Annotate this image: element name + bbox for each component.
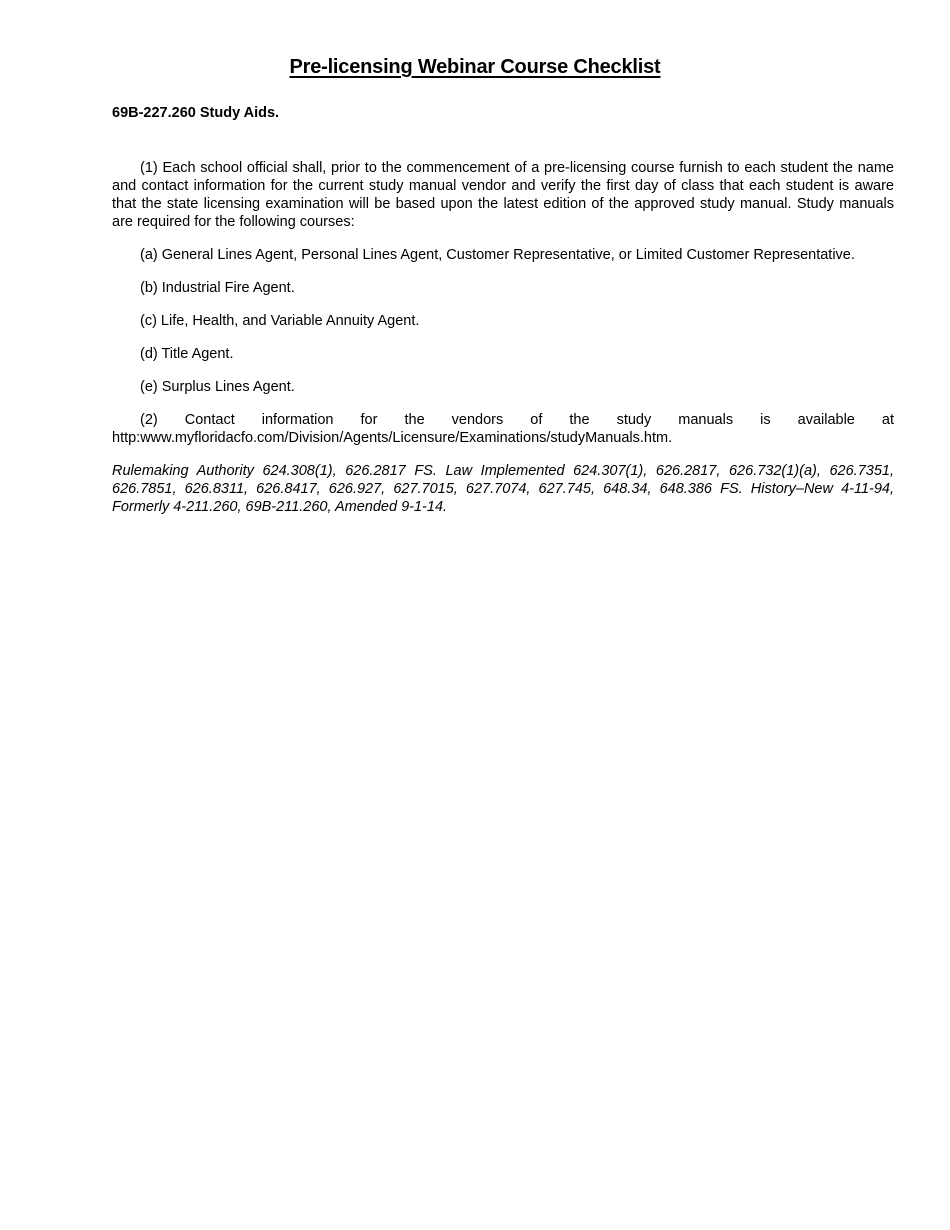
paragraph-1: (1) Each school official shall, prior to the commencement of a pre-licensing course furnish to each student the name and contact information for the current study manual vendor and verify the first day of class that each student is aware that the state licensing examination will be based upon the latest edition of the approved study manual. Study manuals are required for the following courses:	[112, 160, 894, 230]
document-body	[112, 104, 894, 516]
paragraph-b: (b) Industrial Fire Agent.	[140, 280, 295, 296]
paragraph-c: (c) Life, Health, and Variable Annuity Agent.	[140, 313, 420, 329]
paragraph-d: (d) Title Agent.	[140, 346, 234, 362]
page-title: Pre-licensing Webinar Course Checklist	[289, 56, 661, 78]
rule-history: Rulemaking Authority 624.308(1), 626.2817 FS. Law Implemented 624.307(1), 626.2817, 626.732(1)(a), 626.7351, 626.7851, 626.8311, 626.8417, 626.927, 627.7015, 627.7074, 627.745, 648.34, 648.386 FS. History–New 4-11-94, Formerly 4-211.260, 69B-211.260, Amended 9-1-14.	[112, 463, 894, 515]
paragraph-e: (e) Surplus Lines Agent.	[140, 379, 295, 395]
paragraph-2: (2) Contact information for the vendors of the study manuals is available at http:www.myfloridacfo.com/Division/Agents/Licensure/Examinations/studyManuals.htm.	[112, 412, 894, 446]
paragraph-a: (a) General Lines Agent, Personal Lines Agent, Customer Representative, or Limited Customer Representative.	[140, 247, 855, 263]
section-heading: 69B-227.260 Study Aids.	[112, 105, 280, 121]
